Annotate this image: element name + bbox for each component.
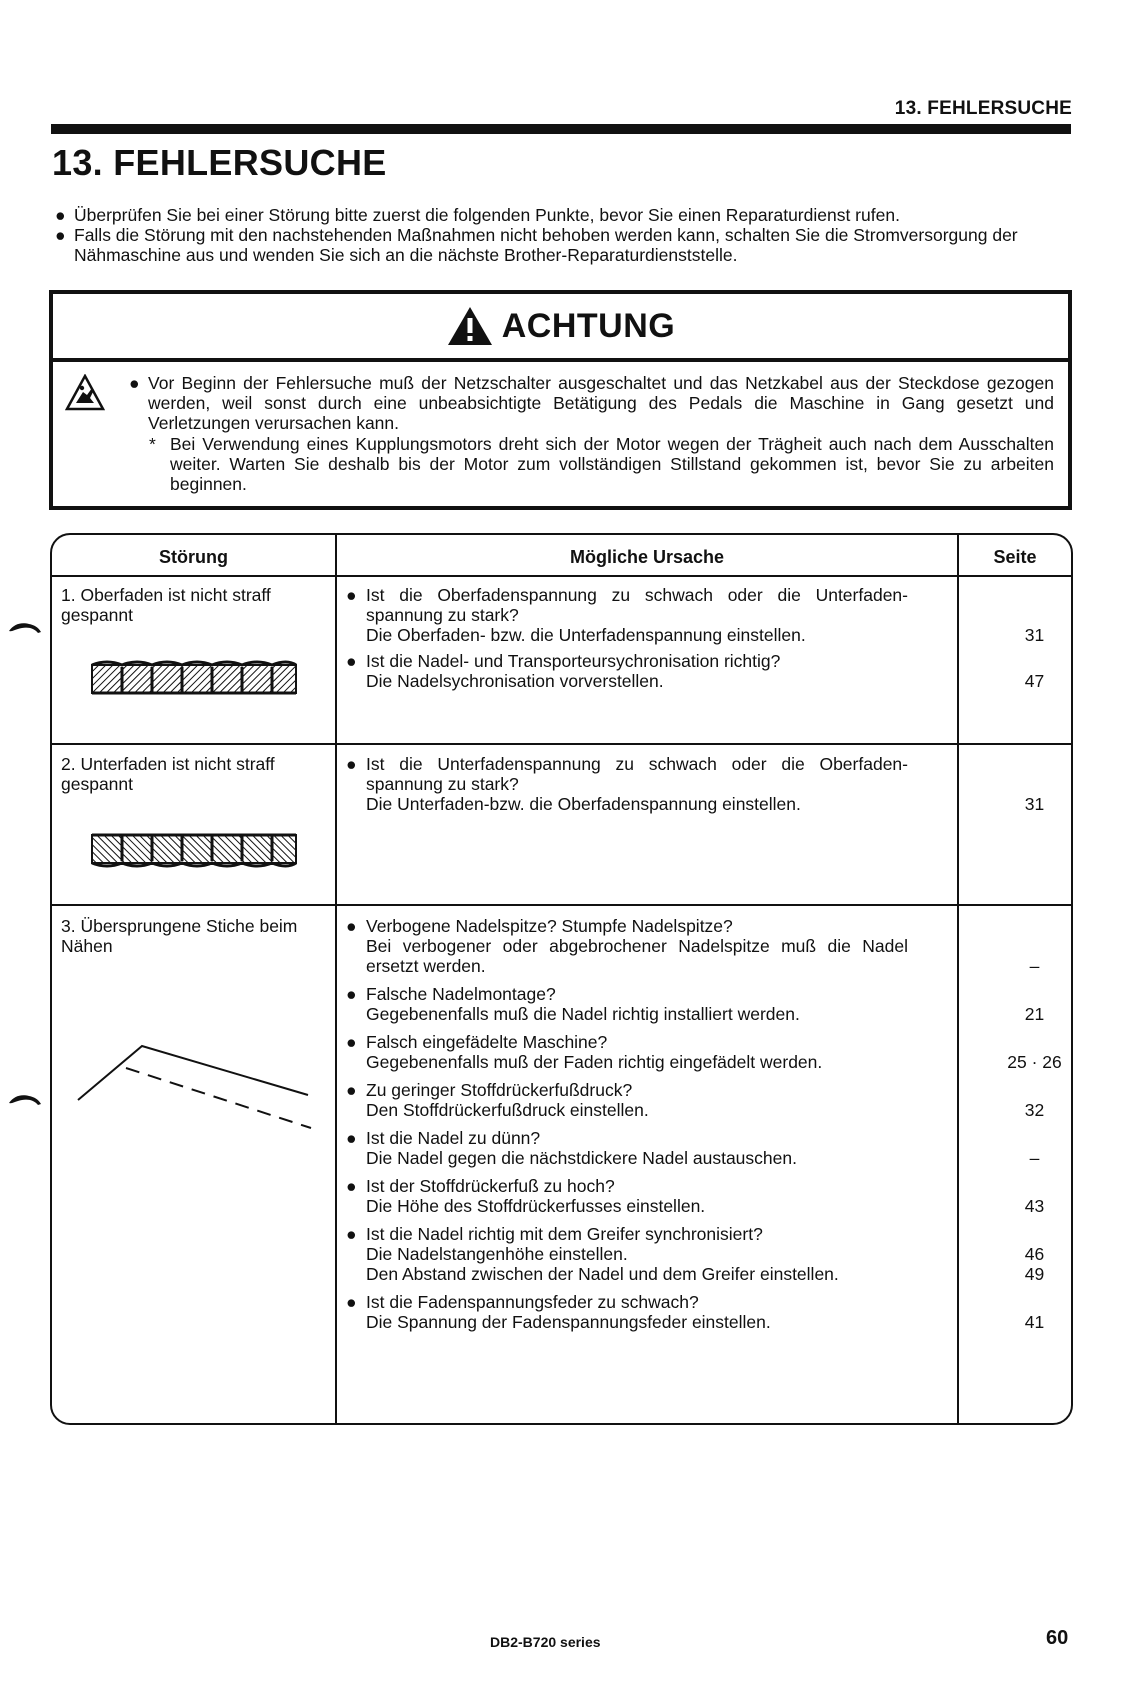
bullet: ● <box>55 205 66 225</box>
intro-text: Falls die Störung mit den nachstehenden Maßnahmen nicht behoben werden kann, schalten Sie die Stromversorgung der Nähmaschine aus und wenden Sie sich an die nächste Brother-Reparaturdienststelle. <box>74 225 1018 265</box>
page-ref: 47 <box>1024 671 1045 691</box>
bullet: ● <box>346 754 357 774</box>
cause-remedy: Die Nadelsychronisation vorverstellen. <box>366 671 664 691</box>
skipped-stitch-diagram-icon <box>76 1040 316 1140</box>
note-marker: * <box>149 433 156 454</box>
warning-note <box>129 434 1054 495</box>
cause-item <box>346 754 908 814</box>
problem-3: 3. Übersprungene Stiche beim Nähen <box>61 916 298 956</box>
margin-mark-icon <box>8 620 42 634</box>
cause-item <box>346 1128 908 1168</box>
page-ref: 31 <box>1024 625 1045 645</box>
header-cause: Mögliche Ursache <box>569 547 725 567</box>
page-ref: 32 <box>1024 1100 1045 1120</box>
cause-item <box>346 1224 908 1284</box>
cause-question: Ist die Oberfadenspannung zu schwach oder die Unterfaden-spannung zu stark? <box>366 585 908 625</box>
cause-question: Ist der Stoffdrückerfuß zu hoch? <box>366 1176 615 1196</box>
page-ref: 21 <box>1024 1004 1045 1024</box>
cause-remedy: Die Höhe des Stoffdrückerfusses einstellen. <box>366 1196 706 1216</box>
cause-question: Verbogene Nadelspitze? Stumpfe Nadelspitze? <box>366 916 733 936</box>
warning-body <box>53 362 1068 502</box>
bullet: ● <box>346 984 357 1004</box>
cause-remedy: Gegebenenfalls muß die Nadel richtig installiert werden. <box>366 1004 800 1024</box>
footer-series: DB2-B720 series <box>490 1634 601 1650</box>
bullet: ● <box>346 585 357 605</box>
causes-2 <box>346 754 908 814</box>
page-ref: 46 <box>1024 1244 1045 1264</box>
page-ref: – <box>1029 1148 1040 1168</box>
intro-item <box>55 205 1075 225</box>
stitch-diagram-lower-thread-icon <box>90 829 298 869</box>
cause-question: Zu geringer Stoffdrückerfußdruck? <box>366 1080 633 1100</box>
bullet: ● <box>346 1176 357 1196</box>
causes-1 <box>346 585 908 691</box>
warning-box <box>49 290 1072 510</box>
header-page: Seite <box>993 547 1037 567</box>
cause-remedy: Die Nadelstangenhöhe einstellen. <box>366 1244 628 1264</box>
warning-item <box>129 373 1054 434</box>
column-divider <box>957 535 959 1423</box>
cause-item <box>346 1292 908 1332</box>
cause-question: Ist die Nadel- und Transporteursychronisation richtig? <box>366 651 781 671</box>
cause-question: Falsch eingefädelte Maschine? <box>366 1032 608 1052</box>
row-divider <box>52 743 1071 745</box>
header-section-title: 13. FEHLERSUCHE <box>894 98 1072 119</box>
warning-text <box>129 373 1054 494</box>
page-ref: 31 <box>1024 794 1045 814</box>
intro-text: Überprüfen Sie bei einer Störung bitte zuerst die folgenden Punkte, bevor Sie einen Reparaturdienst rufen. <box>74 205 900 225</box>
cause-question: Ist die Nadel richtig mit dem Greifer synchronisiert? <box>366 1224 763 1244</box>
intro-item <box>55 225 1075 265</box>
cause-question: Ist die Nadel zu dünn? <box>366 1128 541 1148</box>
page-ref: – <box>1029 956 1040 976</box>
cause-remedy: Bei verbogener oder abgebrochener Nadelspitze muß die Nadel ersetzt werden. <box>366 936 908 976</box>
problem-2: 2. Unterfaden ist nicht straff gespannt <box>61 754 275 794</box>
header-divider <box>52 575 1071 577</box>
bullet: ● <box>346 916 357 936</box>
page-ref: 43 <box>1024 1196 1045 1216</box>
causes-3 <box>346 916 908 1332</box>
cause-remedy: Den Abstand zwischen der Nadel und dem Greifer einstellen. <box>366 1264 839 1284</box>
warning-header <box>53 294 1068 362</box>
hand-hazard-icon <box>65 374 105 412</box>
cause-remedy: Die Spannung der Fadenspannungsfeder einstellen. <box>366 1312 771 1332</box>
warning-note-text: Bei Verwendung eines Kupplungsmotors dreht sich der Motor wegen der Trägheit auch nach dem Ausschalten weiter. Warten Sie deshalb bis der Motor zum vollständigen Stillstand gekommen ist, bevor Sie zu arbeiten beginnen. <box>170 433 1054 495</box>
cause-remedy: Die Nadel gegen die nächstdickere Nadel austauschen. <box>366 1148 797 1168</box>
warning-triangle-icon <box>446 305 494 347</box>
warning-title: ACHTUNG <box>501 306 676 345</box>
cause-remedy: Die Oberfaden- bzw. die Unterfadenspannung einstellen. <box>366 625 806 645</box>
bullet: ● <box>346 1080 357 1100</box>
cause-question: Falsche Nadelmontage? <box>366 984 556 1004</box>
page-ref: 49 <box>1024 1264 1045 1284</box>
cause-item <box>346 1080 908 1120</box>
bullet: ● <box>346 1032 357 1052</box>
footer-page-number: 60 <box>1046 1627 1069 1649</box>
cause-question: Ist die Fadenspannungsfeder zu schwach? <box>366 1292 699 1312</box>
cause-remedy: Den Stoffdrückerfußdruck einstellen. <box>366 1100 649 1120</box>
page-ref: 41 <box>1024 1312 1045 1332</box>
cause-item <box>346 585 908 645</box>
bullet: ● <box>346 1292 357 1312</box>
troubleshooting-table <box>50 533 1073 1425</box>
bullet: ● <box>346 651 357 671</box>
margin-mark-icon <box>8 1092 42 1106</box>
cause-remedy: Die Unterfaden-bzw. die Oberfadenspannung einstellen. <box>366 794 801 814</box>
bullet: ● <box>55 225 66 245</box>
header-problem: Störung <box>159 547 228 567</box>
warning-main-text: Vor Beginn der Fehlersuche muß der Netzschalter ausgeschaltet und das Netzkabel aus der Steckdose gezogen werden, weil sonst durch eine unbeabsichtigte Betätigung des Pedals die Maschine in Gang gesetzt und Verletzungen verursachen kann. <box>148 373 1054 434</box>
bullet: ● <box>346 1128 357 1148</box>
intro-list <box>55 205 1075 265</box>
cause-question: Ist die Unterfadenspannung zu schwach oder die Oberfaden-spannung zu stark? <box>366 754 908 794</box>
problem-1: 1. Oberfaden ist nicht straff gespannt <box>61 585 271 625</box>
column-divider <box>335 535 337 1423</box>
bullet: ● <box>129 373 140 393</box>
cause-item <box>346 651 908 691</box>
cause-item <box>346 984 908 1024</box>
cause-item <box>346 916 908 976</box>
row-divider <box>52 904 1071 906</box>
bullet: ● <box>346 1224 357 1244</box>
header-rule <box>51 124 1071 134</box>
cause-item <box>346 1176 908 1216</box>
page-ref: 25 · 26 <box>1007 1052 1062 1072</box>
cause-item <box>346 1032 908 1072</box>
page-title: 13. FEHLERSUCHE <box>52 142 387 183</box>
stitch-diagram-upper-thread-icon <box>90 659 298 699</box>
cause-remedy: Gegebenenfalls muß der Faden richtig eingefädelt werden. <box>366 1052 823 1072</box>
